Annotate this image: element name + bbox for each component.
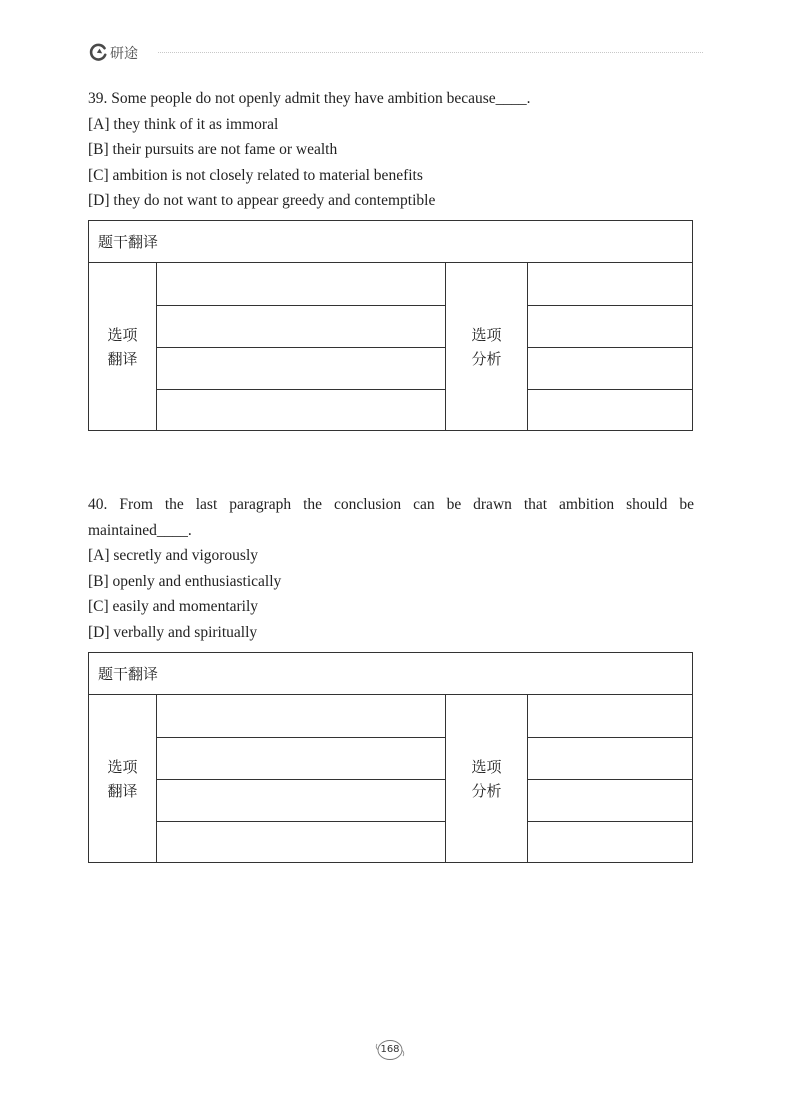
- question-stem: 40. From the last paragraph the conclusion can be drawn that ambition should be maintained____.: [88, 496, 694, 539]
- row-divider: [528, 305, 692, 306]
- page-number: [375, 1038, 405, 1062]
- stem-translation-label: 题干翻译: [89, 653, 692, 695]
- option-c: [C] easily and momentarily: [88, 598, 259, 615]
- page-header: [88, 40, 703, 64]
- option-d: [D] verbally and spiritually: [88, 623, 258, 641]
- question-39: [88, 86, 694, 214]
- row-divider: [157, 779, 445, 780]
- row-divider: [157, 821, 445, 822]
- question-stem: 39. Some people do not openly admit they have ambition because____.: [88, 90, 531, 107]
- option-analysis-label: 选项 分析: [445, 695, 528, 862]
- option-analysis-label: 选项 分析: [445, 263, 528, 430]
- option-a: [A] secretly and vigorously: [88, 547, 259, 564]
- row-divider: [157, 737, 445, 738]
- page-number-text: 168: [380, 1044, 400, 1055]
- option-b: [B] their pursuits are not fame or wealth: [88, 141, 338, 158]
- question-40: [88, 492, 694, 645]
- option-d: [D] they do not want to appear greedy and contemptible: [88, 192, 436, 209]
- row-divider: [157, 305, 445, 306]
- answer-grid-39: [88, 220, 693, 431]
- row-divider: [528, 737, 692, 738]
- row-divider: [157, 389, 445, 390]
- stem-translation-label: 题干翻译: [89, 221, 692, 263]
- answer-grid-40: [88, 652, 693, 863]
- row-divider: [528, 821, 692, 822]
- row-divider: [528, 389, 692, 390]
- row-divider: [528, 347, 692, 348]
- logo-icon: [88, 42, 108, 62]
- option-c: [C] ambition is not closely related to material benefits: [88, 166, 423, 184]
- brand-name: 研途: [110, 46, 138, 62]
- option-translation-label: 选项 翻译: [89, 263, 157, 430]
- row-divider: [528, 779, 692, 780]
- row-divider: [157, 347, 445, 348]
- option-b: [B] openly and enthusiastically: [88, 572, 282, 590]
- option-a: [A] they think of it as immoral: [88, 115, 279, 133]
- header-divider: [158, 52, 703, 53]
- option-translation-label: 选项 翻译: [89, 695, 157, 862]
